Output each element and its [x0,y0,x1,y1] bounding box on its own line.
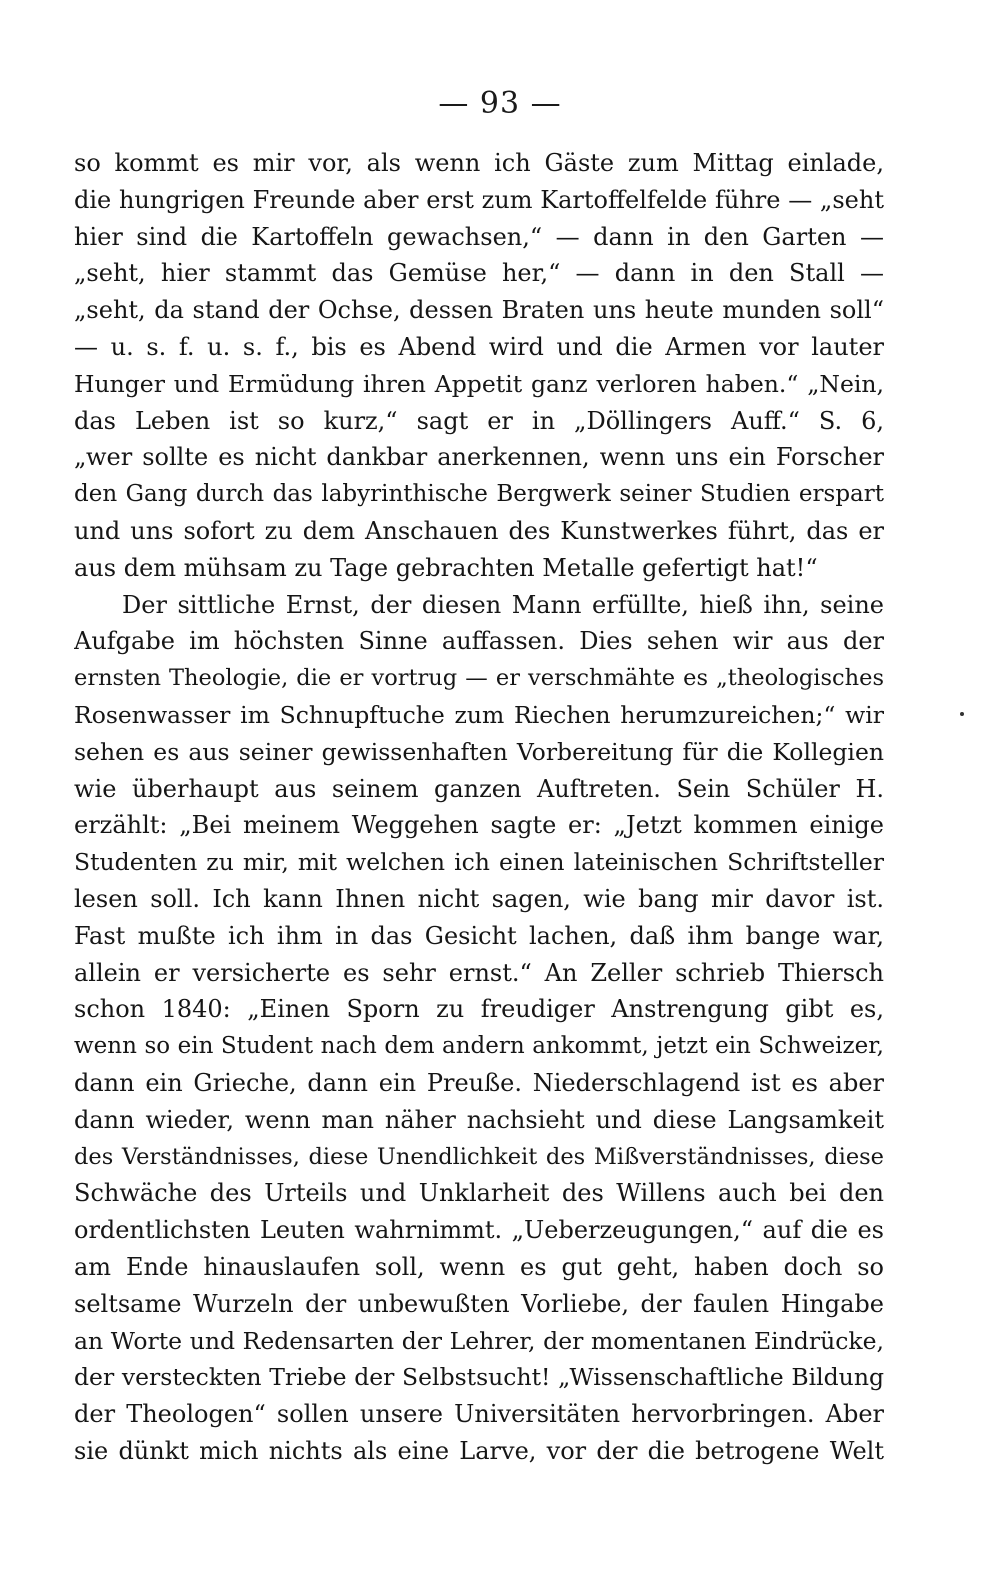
text-line: des Verständnisses, diese Unendlichkeit des Mißverständnisses, diese [74,1143,884,1170]
text-line: allein er versicherte es sehr ernst.“ An Zeller schrieb Thiersch [74,958,884,987]
text-line: Schwäche des Urteils und Unklarheit des Willens auch bei den [74,1179,884,1208]
text-line: „wer sollte es nicht dankbar anerkennen, wenn uns ein Forscher [74,443,884,472]
text-line: wenn so ein Student nach dem andern ankommt, jetzt ein Schweizer, [74,1033,884,1060]
text-line: — u. s. f. u. s. f., bis es Abend wird und die Armen vor lauter [74,332,884,361]
text-line: wie überhaupt aus seinem ganzen Auftreten. Sein Schüler H. [74,774,884,803]
text-line: dann wieder, wenn man näher nachsieht und diese Langsamkeit [74,1105,884,1134]
text-line: seltsame Wurzeln der unbewußten Vorliebe, der faulen Hingabe [74,1289,884,1318]
body-text [74,145,884,1470]
text-line: die hungrigen Freunde aber erst zum Kartoffelfelde führe — „seht [74,185,884,214]
text-line: sehen es aus seiner gewissenhaften Vorbereitung für die Kollegien [74,737,884,766]
text-line: hier sind die Kartoffeln gewachsen,“ — dann in den Garten — [74,222,884,251]
text-line: sie dünkt mich nichts als eine Larve, vor der die betrogene Welt [74,1436,884,1465]
text-line: Fast mußte ich ihm in das Gesicht lachen, daß ihm bange war, [74,921,884,950]
text-line: so kommt es mir vor, als wenn ich Gäste zum Mittag einlade, [74,149,884,177]
paragraph-end-line: aus dem mühsam zu Tage gebrachten Metalle gefertigt hat!“ [74,553,818,582]
text-line: das Leben ist so kurz,“ sagt er in „Döllingers Auff.“ S. 6, [74,406,884,435]
page-number: — 93 — [438,86,562,121]
text-line: schon 1840: „Einen Sporn zu freudiger Anstrengung gibt es, [74,995,884,1024]
text-line: den Gang durch das labyrinthische Bergwerk seiner Studien erspart [74,481,884,508]
text-line: erzählt: „Bei meinem Weggehen sagte er: „Jetzt kommen einige [74,811,884,840]
text-line: an Worte und Redensarten der Lehrer, der momentanen Eindrücke, [74,1326,884,1355]
text-line: Rosenwasser im Schnupftuche zum Riechen herumzureichen;“ wir [74,700,884,729]
text-line: ordentlichsten Leuten wahrnimmt. „Ueberzeugungen,“ auf die es [74,1216,884,1245]
text-line: „seht, da stand der Ochse, dessen Braten uns heute munden soll“ [74,296,884,325]
text-line: dann ein Grieche, dann ein Preuße. Niederschlagend ist es aber [74,1068,884,1097]
text-line: Hunger und Ermüdung ihren Appetit ganz verloren haben.“ „Nein, [74,369,884,398]
margin-speck [960,712,964,716]
text-line: der versteckten Triebe der Selbstsucht! „Wissenschaftliche Bildung [74,1363,884,1392]
text-line: Aufgabe im höchsten Sinne auffassen. Dies sehen wir aus der [74,627,884,656]
text-line: „seht, hier stammt das Gemüse her,“ — dann in den Stall — [74,259,884,288]
text-line: am Ende hinauslaufen soll, wenn es gut geht, haben doch so [74,1252,884,1281]
text-line: ernsten Theologie, die er vortrug — er verschmähte es „theologisches [74,665,884,692]
text-line: lesen soll. Ich kann Ihnen nicht sagen, wie bang mir davor ist. [74,884,884,913]
text-line: und uns sofort zu dem Anschauen des Kunstwerkes führt, das er [74,516,884,545]
text-line: Studenten zu mir, mit welchen ich einen lateinischen Schriftsteller [74,848,884,877]
paragraph-start-line: Der sittliche Ernst, der diesen Mann erfüllte, hieß ihn, seine [122,590,884,619]
text-line: der Theologen“ sollen unsere Universitäten hervorbringen. Aber [74,1400,884,1429]
